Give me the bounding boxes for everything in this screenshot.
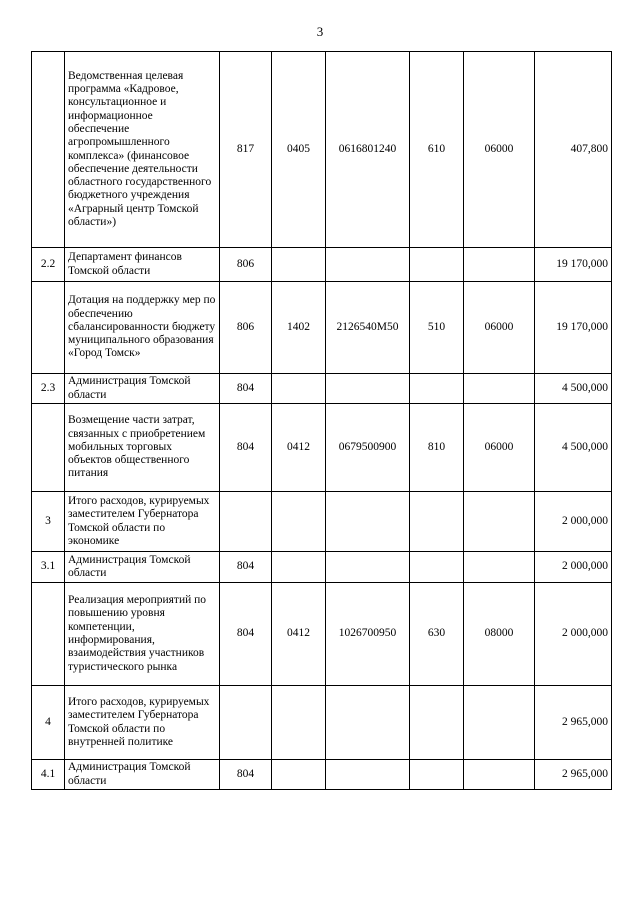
row-name: Возмещение части затрат, связанных с приобретением мобильных торговых объектов общественного питания [65, 404, 220, 492]
table-row [32, 686, 612, 760]
ved-code [220, 492, 272, 552]
ved-code: 817 [220, 52, 272, 248]
ved-code: 806 [220, 248, 272, 282]
expense-type-code: 630 [410, 583, 464, 686]
table-row [32, 404, 612, 492]
row-amount: 2 000,000 [535, 492, 612, 552]
table-row [32, 282, 612, 374]
row-number: 2.2 [32, 248, 65, 282]
kosgu-code [464, 686, 535, 760]
expense-type-code [410, 374, 464, 404]
row-number [32, 583, 65, 686]
row-amount: 19 170,000 [535, 282, 612, 374]
table-row [32, 583, 612, 686]
table-row [32, 760, 612, 790]
expense-type-code [410, 492, 464, 552]
target-code: 0679500900 [326, 404, 410, 492]
row-number: 3.1 [32, 552, 65, 583]
row-name: Реализация мероприятий по повышению уровня компетенции, информирования, взаимодействия участников туристического рынка [65, 583, 220, 686]
kosgu-code [464, 760, 535, 790]
target-code: 0616801240 [326, 52, 410, 248]
ved-code: 804 [220, 760, 272, 790]
kosgu-code [464, 248, 535, 282]
table-row [32, 492, 612, 552]
kosgu-code: 08000 [464, 583, 535, 686]
row-amount: 2 000,000 [535, 552, 612, 583]
expense-type-code: 510 [410, 282, 464, 374]
target-code: 2126540M50 [326, 282, 410, 374]
kosgu-code: 06000 [464, 52, 535, 248]
row-number [32, 282, 65, 374]
page-number: 3 [316, 24, 324, 39]
section-code [272, 552, 326, 583]
ved-code: 804 [220, 374, 272, 404]
kosgu-code: 06000 [464, 282, 535, 374]
row-amount: 4 500,000 [535, 374, 612, 404]
section-code: 0412 [272, 404, 326, 492]
row-name: Департамент финансов Томской области [65, 248, 220, 282]
row-amount: 2 965,000 [535, 760, 612, 790]
section-code [272, 492, 326, 552]
target-code [326, 374, 410, 404]
row-amount: 407,800 [535, 52, 612, 248]
expense-type-code [410, 760, 464, 790]
row-name: Итого расходов, курируемых заместителем Губернатора Томской области по экономике [65, 492, 220, 552]
kosgu-code [464, 374, 535, 404]
ved-code [220, 686, 272, 760]
row-name: Администрация Томской области [65, 552, 220, 583]
ved-code: 804 [220, 583, 272, 686]
expense-type-code [410, 552, 464, 583]
section-code: 0412 [272, 583, 326, 686]
row-amount: 4 500,000 [535, 404, 612, 492]
ved-code: 804 [220, 552, 272, 583]
kosgu-code [464, 552, 535, 583]
row-amount: 2 000,000 [535, 583, 612, 686]
table-row [32, 374, 612, 404]
ved-code: 804 [220, 404, 272, 492]
target-code [326, 552, 410, 583]
row-number: 4.1 [32, 760, 65, 790]
target-code: 1026700950 [326, 583, 410, 686]
section-code: 1402 [272, 282, 326, 374]
budget-table [31, 51, 612, 790]
section-code: 0405 [272, 52, 326, 248]
table-row [32, 52, 612, 248]
section-code [272, 686, 326, 760]
target-code [326, 492, 410, 552]
section-code [272, 760, 326, 790]
row-number: 3 [32, 492, 65, 552]
target-code [326, 686, 410, 760]
table-row [32, 552, 612, 583]
row-name: Администрация Томской области [65, 760, 220, 790]
expense-type-code: 610 [410, 52, 464, 248]
row-number: 2.3 [32, 374, 65, 404]
kosgu-code: 06000 [464, 404, 535, 492]
expense-type-code [410, 248, 464, 282]
section-code [272, 248, 326, 282]
ved-code: 806 [220, 282, 272, 374]
row-name: Администрация Томской области [65, 374, 220, 404]
expense-type-code [410, 686, 464, 760]
section-code [272, 374, 326, 404]
row-number [32, 52, 65, 248]
table-row [32, 248, 612, 282]
row-name: Дотация на поддержку мер по обеспечению сбалансированности бюджету муниципального образования «Город Томск» [65, 282, 220, 374]
expense-type-code: 810 [410, 404, 464, 492]
row-name: Ведомственная целевая программа «Кадровое, консультационное и информационное обеспечение агропромышленного комплекса» (финансовое обеспечение деятельности областного государственного бюджетного учреждения «Аграрный центр Томской области») [65, 52, 220, 248]
row-name: Итого расходов, курируемых заместителем Губернатора Томской области по внутренней политике [65, 686, 220, 760]
row-amount: 2 965,000 [535, 686, 612, 760]
row-amount: 19 170,000 [535, 248, 612, 282]
row-number: 4 [32, 686, 65, 760]
row-number [32, 404, 65, 492]
target-code [326, 760, 410, 790]
target-code [326, 248, 410, 282]
kosgu-code [464, 492, 535, 552]
